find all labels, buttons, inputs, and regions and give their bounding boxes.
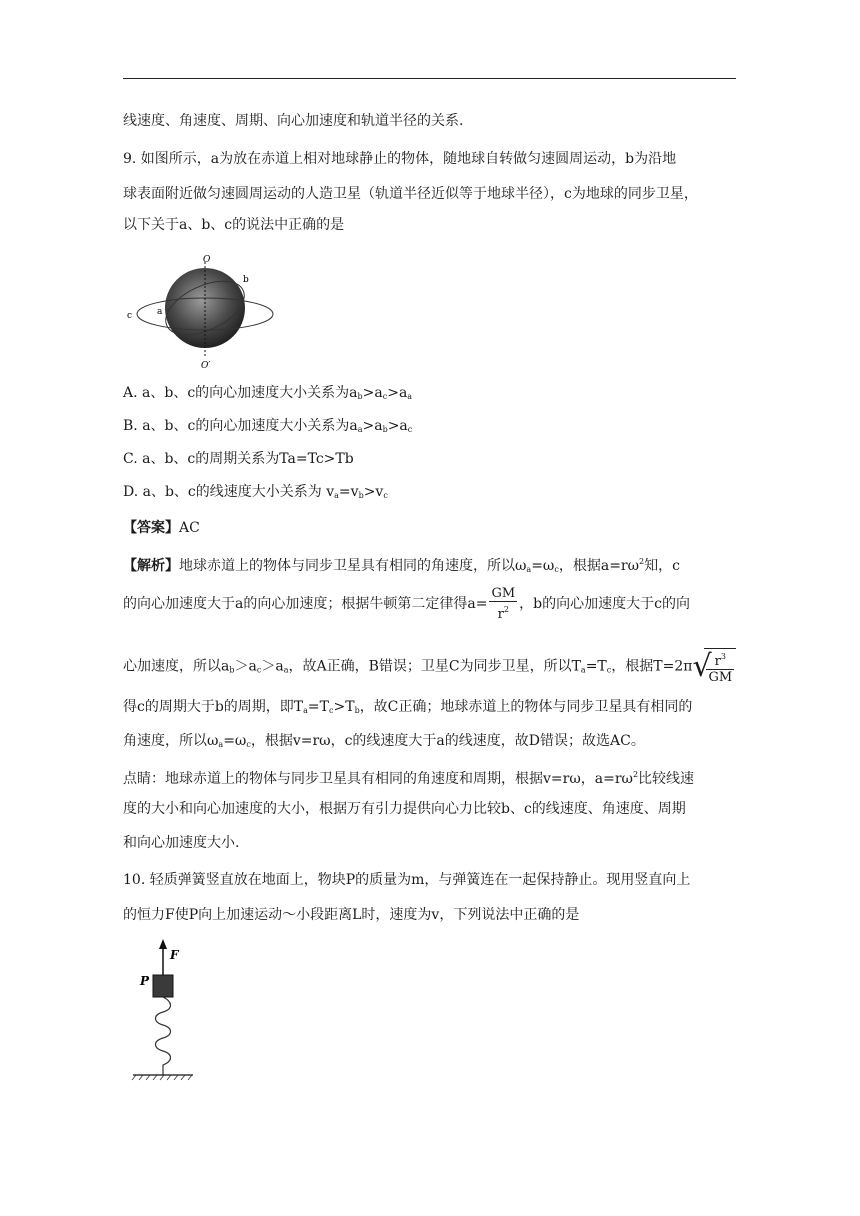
option-b: B. a、b、c的向心加速度大小关系为$a_a>a_b>a_c$ [123, 418, 413, 434]
q10-stem-line-2: 的恒力F使P向上加速运动～小段距离L时，速度为v，下列说法中正确的是 [123, 907, 580, 923]
carryover-text: 线速度、角速度、周期、向心加速度和轨道半径的关系. [123, 113, 464, 129]
fraction-gm-r2: $\frac{GM}{r^2}$ [491, 586, 516, 622]
label-b: b [243, 275, 249, 285]
label-a: a [157, 307, 163, 317]
spring [156, 997, 171, 1075]
label-o-top: O [203, 255, 211, 265]
q10-stem-line-1: 10. 轻质弹簧竖直放在地面上，物块P的质量为m，与弹簧连在一起保持静止。现用竖直向上 [123, 872, 691, 888]
earth-orbit-figure [123, 252, 283, 372]
label-o-bottom: O′ [201, 361, 211, 371]
answer: 【答案】AC [123, 520, 200, 536]
block-p [153, 975, 173, 997]
spring-block-figure [128, 935, 198, 1085]
q9-stem-line-2: 球表面附近做匀速圆周运动的人造卫星（轨道半径近似等于地球半径），c为地球的同步卫星， [123, 186, 698, 202]
option-d: D. a、b、c的线速度大小关系为 $v_a=v_b>v_c$ [123, 484, 388, 500]
header-rule [123, 78, 736, 79]
label-c: c [127, 311, 133, 321]
label-f: F [170, 948, 179, 962]
tip-line-1: 点睛：地球赤道上的物体与同步卫星具有相同的角速度和周期，根据v=rω，$a=r\omega^2$比较线速 [123, 770, 695, 787]
label-p: P [140, 974, 150, 988]
tip-line-2: 度的大小和向心加速度的大小，根据万有引力提供向心力比较b、c的线速度、角速度、周期 [123, 801, 686, 817]
option-a: A. a、b、c的向心加速度大小关系为$a_b>a_c>a_a$ [123, 385, 413, 401]
q9-stem-line-3: 以下关于a、b、c的说法中正确的是 [123, 217, 345, 233]
analysis-line-4: 得c的周期大于b的周期，即$T_a=T_c>T_b$，故C正确；地球赤道上的物体与同步卫星具有相同的 [123, 699, 693, 715]
analysis-line-3: 心加速度，所以$a_b>a_c>a_a$，故A正确，B错误；卫星C为同步卫星，所以$T_a=T_c$，根据T=2π √ $\frac{r^3}{GM}$ [123, 648, 736, 685]
q9-stem-line-1: 9. 如图所示，a为放在赤道上相对地球静止的物体，随地球自转做匀速圆周运动，b为沿地 [123, 151, 677, 167]
arrow-head-icon [159, 939, 167, 949]
earth-sphere [165, 268, 245, 348]
analysis-line-1: 【解析】地球赤道上的物体与同步卫星具有相同的角速度，所以$\omega_a=\omega_c$，根据$a=r\omega^2$知，c [123, 557, 680, 574]
sqrt-r3-gm: √ $\frac{r^3}{GM}$ [692, 648, 736, 685]
tip-line-3: 和向心加速度大小. [123, 835, 240, 851]
option-c: C. a、b、c的周期关系为Ta=Tc>Tb [123, 451, 354, 467]
analysis-line-2: 的向心加速度大于a的向心加速度；根据牛顿第二定律得a= $\frac{GM}{r^2}$ ，b的向心加速度大于c的向 [123, 586, 690, 622]
analysis-line-5: 角速度，所以$\omega_a=\omega_c$，根据v=rω，c的线速度大于a的线速度，故D错误；故选AC。 [123, 733, 645, 749]
